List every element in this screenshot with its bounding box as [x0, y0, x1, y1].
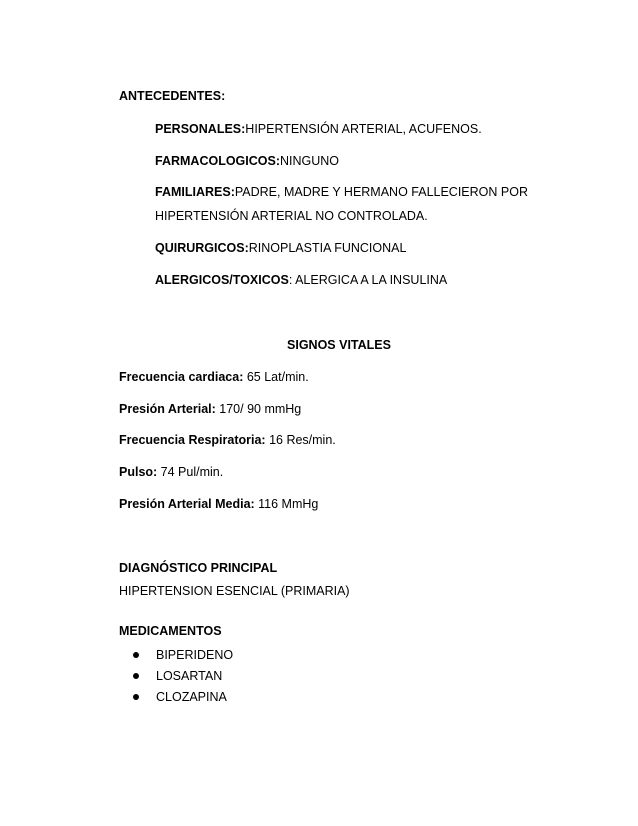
list-item — [119, 668, 233, 689]
frecuencia-cardiaca-value: 65 Lat/min. — [243, 370, 309, 384]
farmacologicos-label: FARMACOLOGICOS: — [155, 154, 280, 168]
alergicos-label: ALERGICOS/TOXICOS — [155, 273, 289, 287]
farmacologicos-value: NINGUNO — [280, 154, 340, 168]
pulso-value: 74 Pul/min. — [157, 465, 224, 479]
alergicos-row — [155, 272, 447, 288]
antecedentes-heading: ANTECEDENTES: — [119, 89, 226, 103]
frecuencia-cardiaca-row — [119, 369, 309, 385]
presion-arterial-media-row — [119, 496, 318, 512]
familiares-label: FAMILIARES: — [155, 185, 235, 199]
farmacologicos-row — [155, 153, 339, 169]
medicamento-name: BIPERIDENO — [156, 648, 234, 662]
familiares-row — [155, 184, 528, 200]
presion-arterial-media-label: Presión Arterial Media: — [119, 497, 255, 511]
diagnostico-heading: DIAGNÓSTICO PRINCIPAL — [119, 561, 278, 575]
pulso-row — [119, 464, 223, 480]
personales-value: HIPERTENSIÓN ARTERIAL, ACUFENOS. — [245, 122, 482, 136]
quirurgicos-row — [155, 240, 406, 256]
bullet-icon — [133, 652, 139, 658]
diagnostico-value: HIPERTENSION ESENCIAL (PRIMARIA) — [119, 584, 350, 598]
frecuencia-cardiaca-label: Frecuencia cardiaca: — [119, 370, 244, 384]
frecuencia-respiratoria-row — [119, 432, 336, 448]
medicamentos-list — [119, 647, 233, 710]
medicamento-name: LOSARTAN — [156, 669, 223, 683]
frecuencia-respiratoria-label: Frecuencia Respiratoria: — [119, 433, 266, 447]
presion-arterial-media-value: 116 MmHg — [254, 497, 319, 511]
quirurgicos-value: RINOPLASTIA FUNCIONAL — [248, 241, 407, 255]
list-item — [119, 689, 233, 710]
quirurgicos-label: QUIRURGICOS: — [155, 241, 249, 255]
frecuencia-respiratoria-value: 16 Res/min. — [265, 433, 336, 447]
personales-row — [155, 121, 482, 137]
medicamento-name: CLOZAPINA — [156, 690, 227, 704]
signos-vitales-heading: SIGNOS VITALES — [287, 338, 391, 352]
presion-arterial-row — [119, 401, 301, 417]
pulso-label: Pulso: — [119, 465, 158, 479]
bullet-icon — [133, 694, 139, 700]
medicamentos-heading: MEDICAMENTOS — [119, 624, 222, 638]
presion-arterial-value: 170/ 90 mmHg — [215, 402, 302, 416]
list-item — [119, 647, 233, 668]
presion-arterial-label: Presión Arterial: — [119, 402, 216, 416]
familiares-value-line2: HIPERTENSIÓN ARTERIAL NO CONTROLADA. — [155, 209, 428, 223]
bullet-icon — [133, 673, 139, 679]
personales-label: PERSONALES: — [155, 122, 246, 136]
alergicos-value: : ALERGICA A LA INSULINA — [288, 273, 448, 287]
familiares-value: PADRE, MADRE Y HERMANO FALLECIERON POR — [234, 185, 528, 199]
